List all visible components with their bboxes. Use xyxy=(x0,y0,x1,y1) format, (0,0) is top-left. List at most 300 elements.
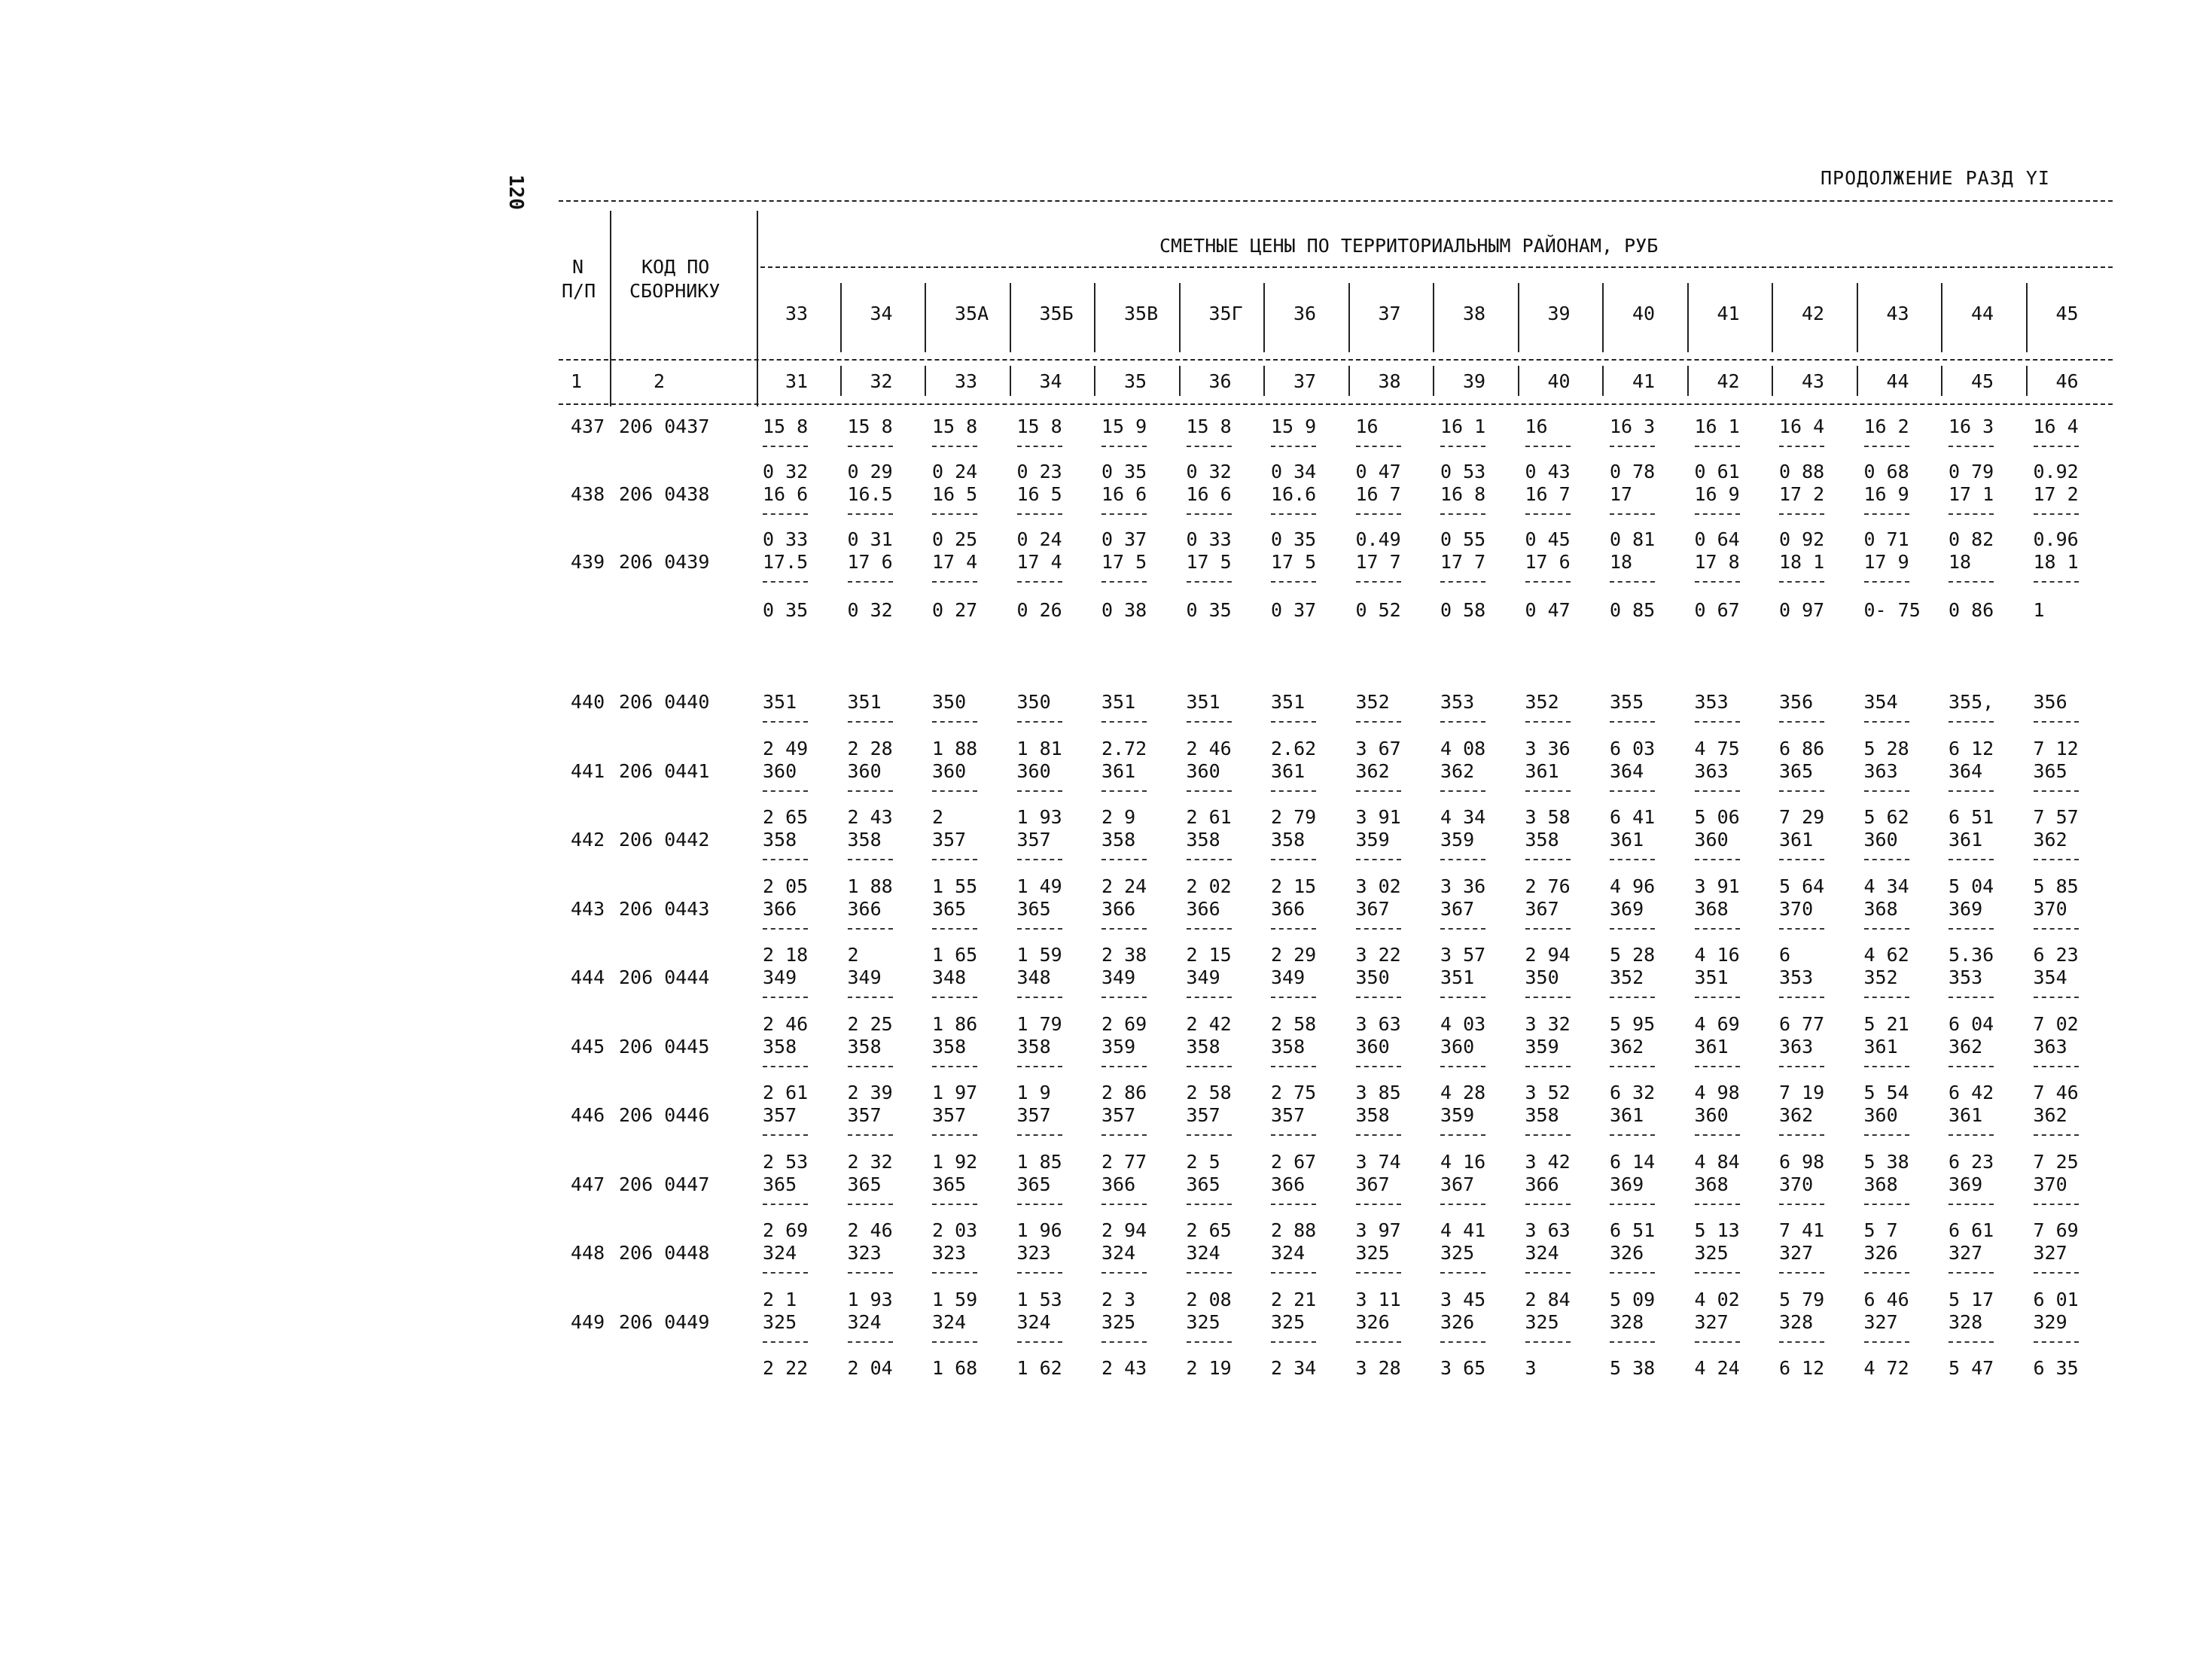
g2-cell-bottom: 6 23 xyxy=(1949,1150,1994,1173)
g1-cell-bottom: 0 35 xyxy=(1186,599,1232,621)
g2-cell-top: 360 xyxy=(1863,829,1898,851)
fraction-line xyxy=(1525,1341,1571,1343)
g2-cell-top: 328 xyxy=(1949,1310,1983,1333)
g2-cell-bottom: 1 79 xyxy=(1016,1012,1062,1035)
fraction-line xyxy=(1779,1066,1824,1067)
g2-cell-bottom: 3 65 xyxy=(1440,1357,1486,1379)
fraction-line xyxy=(1017,1272,1062,1274)
g2-cell-bottom: 5 04 xyxy=(1949,875,1994,897)
district-sep-6 xyxy=(1263,283,1265,352)
g1-cell-bottom: 0 88 xyxy=(1779,461,1825,482)
fraction-line xyxy=(1949,928,1994,930)
fraction-line xyxy=(848,997,893,998)
fraction-line xyxy=(1949,721,1994,723)
fraction-line xyxy=(1864,1066,1909,1067)
district-44: 44 xyxy=(1971,303,1994,324)
fraction-line xyxy=(1187,928,1232,930)
district-37: 37 xyxy=(1378,303,1401,324)
fraction-line xyxy=(1525,997,1571,998)
g2-cell-bottom: 6 98 xyxy=(1779,1150,1825,1173)
row-code: 206 0448 xyxy=(619,1242,710,1264)
district-sep-3 xyxy=(1010,283,1011,352)
g2-cell-bottom: 4 75 xyxy=(1694,737,1740,759)
fraction-line xyxy=(1949,997,1994,998)
g2-cell-top: 370 xyxy=(2033,1173,2067,1195)
g2-cell-top: 365 xyxy=(1016,897,1051,920)
g2-cell-bottom: 3 42 xyxy=(1525,1150,1571,1173)
g1-cell-top: 18 1 xyxy=(2033,551,2079,573)
fraction-line xyxy=(1695,790,1740,792)
g2-cell-bottom: 6 14 xyxy=(1610,1150,1656,1173)
g2-cell-top: 362 xyxy=(2033,829,2067,851)
fraction-line xyxy=(1610,1134,1655,1136)
fraction-line xyxy=(2034,581,2079,583)
g2-cell-top: 356 xyxy=(2033,691,2067,713)
fraction-line xyxy=(1101,1134,1147,1136)
g1-cell-bottom: 0 68 xyxy=(1863,461,1909,482)
g2-cell-bottom: 2 58 xyxy=(1271,1012,1317,1035)
fraction-line xyxy=(1440,1066,1485,1067)
g2-cell-bottom: 2 58 xyxy=(1186,1082,1232,1103)
g2-cell-top: 350 xyxy=(1525,966,1559,988)
fraction-line xyxy=(1101,446,1147,447)
g2-cell-top: 351 xyxy=(847,691,882,713)
g1-cell-bottom: 0 26 xyxy=(1016,599,1062,621)
g1-cell-bottom: 1 xyxy=(2033,599,2045,621)
continuation-title: ПРОДОЛЖЕНИЕ РАЗД YI xyxy=(1821,167,2050,189)
fraction-line xyxy=(932,721,977,723)
fraction-line xyxy=(1440,1204,1485,1205)
g2-cell-top: 357 xyxy=(763,1104,797,1126)
g2-cell-top: 352 xyxy=(1525,691,1559,713)
fraction-line xyxy=(763,1341,808,1343)
fraction-line xyxy=(1271,1341,1316,1343)
g2-cell-top: 354 xyxy=(1863,691,1898,713)
g2-cell-top: 363 xyxy=(1863,759,1898,782)
fraction-line xyxy=(1017,928,1062,930)
district-38: 38 xyxy=(1463,303,1486,324)
col-index-34: 34 xyxy=(1039,370,1062,392)
g2-cell-bottom: 6 41 xyxy=(1610,806,1656,828)
g2-cell-top: 361 xyxy=(1694,1035,1729,1058)
g2-cell-top: 325 xyxy=(1101,1310,1136,1333)
col-code-label-2: СБОРНИКУ xyxy=(629,280,721,302)
g2-cell-bottom: 6 32 xyxy=(1610,1082,1656,1103)
fraction-line xyxy=(848,1134,893,1136)
fraction-line xyxy=(1187,581,1232,583)
row-code: 206 0449 xyxy=(619,1310,710,1333)
g2-cell-top: 325 xyxy=(1525,1310,1559,1333)
g2-cell-top: 360 xyxy=(1440,1035,1475,1058)
g1-cell-bottom: 0 37 xyxy=(1271,599,1317,621)
g2-cell-bottom: 7 02 xyxy=(2033,1012,2079,1035)
fraction-line xyxy=(1187,513,1232,515)
g2-cell-bottom: 3 91 xyxy=(1694,875,1740,897)
g1-cell-top: 16.5 xyxy=(847,483,893,505)
g1-cell-bottom: 0.49 xyxy=(1355,528,1401,550)
fraction-line xyxy=(763,721,808,723)
fraction-line xyxy=(1440,928,1485,930)
g2-cell-bottom: 4 41 xyxy=(1440,1219,1486,1241)
fraction-line xyxy=(1949,1134,1994,1136)
g2-cell-bottom: 2 94 xyxy=(1525,944,1571,966)
index-sep-6 xyxy=(1263,366,1265,396)
row-code: 206 0443 xyxy=(619,897,710,920)
fraction-line xyxy=(1101,1066,1147,1067)
g2-cell-bottom: 2 43 xyxy=(847,806,893,828)
g2-cell-top: 351 xyxy=(763,691,797,713)
g2-cell-top: 361 xyxy=(1525,759,1559,782)
fraction-line xyxy=(1779,581,1824,583)
g2-cell-top: 361 xyxy=(1101,759,1136,782)
fraction-line xyxy=(1525,721,1571,723)
g2-cell-bottom: 6 12 xyxy=(1779,1357,1825,1379)
district-36: 36 xyxy=(1293,303,1317,324)
g1-cell-bottom: 0 45 xyxy=(1525,528,1571,550)
g2-cell-bottom: 3 52 xyxy=(1525,1082,1571,1103)
g2-cell-top: 350 xyxy=(1016,691,1051,713)
g2-cell-bottom: 3 xyxy=(1525,1357,1537,1379)
g2-cell-top: 349 xyxy=(847,966,882,988)
g2-cell-top: 364 xyxy=(1949,759,1983,782)
g2-cell-bottom: 5 47 xyxy=(1949,1357,1994,1379)
fraction-line xyxy=(1271,790,1316,792)
g2-cell-top: 355, xyxy=(1949,691,1994,713)
g2-cell-bottom: 2 53 xyxy=(763,1150,809,1173)
g1-cell-bottom: 0 35 xyxy=(763,599,809,621)
fraction-line xyxy=(2034,1341,2079,1343)
fraction-line xyxy=(1949,790,1994,792)
g2-cell-top: 363 xyxy=(2033,1035,2067,1058)
fraction-line xyxy=(1356,581,1401,583)
fraction-line xyxy=(1695,928,1740,930)
fraction-line xyxy=(932,1204,977,1205)
g2-cell-top: 362 xyxy=(1440,759,1475,782)
g1-cell-top: 16 5 xyxy=(932,483,978,505)
fraction-line xyxy=(1695,721,1740,723)
g2-cell-bottom: 2 28 xyxy=(847,737,893,759)
g1-cell-top: 17.5 xyxy=(763,551,809,573)
g2-cell-top: 327 xyxy=(1863,1310,1898,1333)
col-index-31: 31 xyxy=(785,370,809,392)
g2-cell-top: 329 xyxy=(2033,1310,2067,1333)
fraction-line xyxy=(1525,1204,1571,1205)
g2-cell-bottom: 4 24 xyxy=(1694,1357,1740,1379)
fraction-line xyxy=(1440,790,1485,792)
fraction-line xyxy=(932,513,977,515)
g2-cell-bottom: 2 9 xyxy=(1101,806,1136,828)
header-vline-1 xyxy=(757,211,758,406)
fraction-line xyxy=(1949,1204,1994,1205)
g1-cell-bottom: 0 35 xyxy=(1101,461,1147,482)
g2-cell-top: 325 xyxy=(1355,1242,1390,1264)
g2-cell-top: 324 xyxy=(932,1310,967,1333)
g1-cell-top: 15 8 xyxy=(763,415,809,437)
g2-cell-top: 361 xyxy=(1610,1104,1644,1126)
district-39: 39 xyxy=(1547,303,1571,324)
fraction-line xyxy=(1864,1204,1909,1205)
row-number: 444 xyxy=(571,966,605,988)
g2-cell-top: 351 xyxy=(1101,691,1136,713)
g2-cell-top: 357 xyxy=(1186,1104,1220,1126)
fraction-line xyxy=(1610,721,1655,723)
g2-cell-bottom: 1 88 xyxy=(847,875,893,897)
fraction-line xyxy=(2034,997,2079,998)
col-index-32: 32 xyxy=(870,370,893,392)
g2-cell-top: 365 xyxy=(932,897,967,920)
fraction-line xyxy=(1864,859,1909,860)
g1-cell-bottom: 0 97 xyxy=(1779,599,1825,621)
g2-cell-top: 326 xyxy=(1863,1242,1898,1264)
g2-cell-top: 348 xyxy=(1016,966,1051,988)
g2-cell-top: 323 xyxy=(1016,1242,1051,1264)
fraction-line xyxy=(1864,721,1909,723)
g1-cell-top: 16 6 xyxy=(763,483,809,505)
fraction-line xyxy=(848,581,893,583)
fraction-line xyxy=(1187,790,1232,792)
g2-cell-bottom: 4 62 xyxy=(1863,944,1909,966)
fraction-line xyxy=(932,997,977,998)
g2-cell-bottom: 2 39 xyxy=(847,1082,893,1103)
fraction-line xyxy=(1525,513,1571,515)
g2-cell-top: 326 xyxy=(1355,1310,1390,1333)
g2-cell-bottom: 2 88 xyxy=(1271,1219,1317,1241)
g2-cell-bottom: 6 23 xyxy=(2033,944,2079,966)
g1-cell-bottom: 0 61 xyxy=(1694,461,1740,482)
g2-cell-bottom: 1 9 xyxy=(1016,1082,1051,1103)
g2-cell-bottom: 4 16 xyxy=(1440,1150,1486,1173)
g2-cell-bottom: 5 62 xyxy=(1863,806,1909,828)
row-code: 206 0439 xyxy=(619,551,710,573)
g2-cell-top: 368 xyxy=(1694,1173,1729,1195)
g2-cell-bottom: 5 21 xyxy=(1863,1012,1909,1035)
g1-cell-top: 17 5 xyxy=(1101,551,1147,573)
fraction-line xyxy=(2034,513,2079,515)
fraction-line xyxy=(1695,1341,1740,1343)
index-sep-15 xyxy=(2026,366,2028,396)
g2-cell-bottom: 6 46 xyxy=(1863,1288,1909,1310)
g2-cell-top: 351 xyxy=(1440,966,1475,988)
g2-cell-top: 353 xyxy=(1440,691,1475,713)
g2-cell-bottom: 2 42 xyxy=(1186,1012,1232,1035)
g2-cell-bottom: 2 61 xyxy=(763,1082,809,1103)
fraction-line xyxy=(1017,790,1062,792)
g2-cell-top: 359 xyxy=(1101,1035,1136,1058)
fraction-line xyxy=(1610,1341,1655,1343)
fraction-line xyxy=(1271,581,1316,583)
g2-cell-bottom: 3 63 xyxy=(1525,1219,1571,1241)
district-34: 34 xyxy=(870,303,893,324)
fraction-line xyxy=(763,1204,808,1205)
g1-cell-top: 16 1 xyxy=(1440,415,1486,437)
g2-cell-bottom: 2 43 xyxy=(1101,1357,1147,1379)
g1-cell-top: 17 9 xyxy=(1863,551,1909,573)
g1-cell-top: 16 4 xyxy=(1779,415,1825,437)
g2-cell-top: 361 xyxy=(1949,1104,1983,1126)
fraction-line xyxy=(2034,446,2079,447)
g1-cell-bottom: 0 47 xyxy=(1525,599,1571,621)
col-code-label: КОД ПО xyxy=(641,256,710,278)
g2-cell-bottom: 5 54 xyxy=(1863,1082,1909,1103)
g2-cell-bottom: 4 34 xyxy=(1863,875,1909,897)
fraction-line xyxy=(1187,859,1232,860)
fraction-line xyxy=(1101,721,1147,723)
g1-cell-bottom: 0 71 xyxy=(1863,528,1909,550)
fraction-line xyxy=(763,1272,808,1274)
g2-cell-top: 352 xyxy=(1610,966,1644,988)
fraction-line xyxy=(1271,513,1316,515)
fraction-line xyxy=(848,928,893,930)
g2-cell-top: 365 xyxy=(763,1173,797,1195)
fraction-line xyxy=(1864,997,1909,998)
g2-cell-bottom: 4 08 xyxy=(1440,737,1486,759)
fraction-line xyxy=(1525,928,1571,930)
g2-cell-top: 353 xyxy=(1949,966,1983,988)
g2-cell-top: 358 xyxy=(1525,1104,1559,1126)
g2-cell-top: 359 xyxy=(1525,1035,1559,1058)
g1-cell-bottom: 0 78 xyxy=(1610,461,1656,482)
fraction-line xyxy=(932,581,977,583)
fraction-line xyxy=(1271,997,1316,998)
g2-cell-bottom: 2 49 xyxy=(763,737,809,759)
row-code: 206 0442 xyxy=(619,829,710,851)
g2-cell-bottom: 6 51 xyxy=(1949,806,1994,828)
g2-cell-top: 370 xyxy=(1779,1173,1814,1195)
district-sep-5 xyxy=(1179,283,1181,352)
g2-cell-bottom: 5 85 xyxy=(2033,875,2079,897)
fraction-line xyxy=(848,721,893,723)
g2-cell-bottom: 1 59 xyxy=(932,1288,978,1310)
g2-cell-top: 362 xyxy=(1779,1104,1814,1126)
g2-cell-top: 357 xyxy=(1016,1104,1051,1126)
g2-cell-top: 358 xyxy=(847,829,882,851)
g2-cell-top: 324 xyxy=(847,1310,882,1333)
fraction-line xyxy=(1695,446,1740,447)
fraction-line xyxy=(1525,859,1571,860)
fraction-line xyxy=(1610,859,1655,860)
fraction-line xyxy=(1610,446,1655,447)
fraction-line xyxy=(1440,1272,1485,1274)
g2-cell-top: 324 xyxy=(1186,1242,1220,1264)
g2-cell-top: 370 xyxy=(1779,897,1814,920)
fraction-line xyxy=(1101,513,1147,515)
district-33: 33 xyxy=(785,303,809,324)
g1-cell-top: 17 5 xyxy=(1271,551,1317,573)
fraction-line xyxy=(1779,513,1824,515)
g2-cell-bottom: 3 36 xyxy=(1440,875,1486,897)
g2-cell-bottom: 2 29 xyxy=(1271,944,1317,966)
g2-cell-top: 326 xyxy=(1440,1310,1475,1333)
fraction-line xyxy=(1779,997,1824,998)
g2-cell-top: 360 xyxy=(1694,829,1729,851)
g1-cell-bottom: 0 32 xyxy=(847,599,893,621)
g2-cell-top: 323 xyxy=(932,1242,967,1264)
g2-cell-top: 365 xyxy=(932,1173,967,1195)
g1-cell-bottom: 0 47 xyxy=(1355,461,1401,482)
g2-cell-bottom: 6 12 xyxy=(1949,737,1994,759)
g2-cell-bottom: 2 75 xyxy=(1271,1082,1317,1103)
g2-cell-top: 324 xyxy=(1525,1242,1559,1264)
row-number: 437 xyxy=(571,415,605,437)
fraction-line xyxy=(1525,446,1571,447)
index-sep-12 xyxy=(1772,366,1773,396)
g2-cell-top: 358 xyxy=(1186,1035,1220,1058)
row-code: 206 0438 xyxy=(619,483,710,505)
g2-cell-bottom: 7 57 xyxy=(2033,806,2079,828)
fraction-line xyxy=(848,1066,893,1067)
g2-cell-bottom: 2 02 xyxy=(1186,875,1232,897)
fraction-line xyxy=(1440,446,1485,447)
g1-cell-bottom: 0 37 xyxy=(1101,528,1147,550)
index-sep-11 xyxy=(1687,366,1689,396)
g2-cell-top: 367 xyxy=(1440,1173,1475,1195)
g1-cell-top: 16 7 xyxy=(1525,483,1571,505)
g2-cell-top: 367 xyxy=(1355,897,1390,920)
g2-cell-top: 328 xyxy=(1779,1310,1814,1333)
fraction-line xyxy=(1525,581,1571,583)
g2-cell-bottom: 6 01 xyxy=(2033,1288,2079,1310)
g2-cell-bottom: 2 22 xyxy=(763,1357,809,1379)
g2-cell-top: 368 xyxy=(1863,897,1898,920)
g2-cell-bottom: 3 45 xyxy=(1440,1288,1486,1310)
fraction-line xyxy=(1356,1066,1401,1067)
fraction-line xyxy=(1525,790,1571,792)
g1-cell-bottom: 0 53 xyxy=(1440,461,1486,482)
g1-cell-top: 16 xyxy=(1525,415,1548,437)
g2-cell-top: 358 xyxy=(1271,1035,1306,1058)
g1-cell-bottom: 0 25 xyxy=(932,528,978,550)
g1-cell-top: 16 1 xyxy=(1694,415,1740,437)
fraction-line xyxy=(1187,1134,1232,1136)
fraction-line xyxy=(1356,859,1401,860)
g2-cell-bottom: 2 76 xyxy=(1525,875,1571,897)
index-sep-2 xyxy=(925,366,926,396)
g2-cell-top: 350 xyxy=(1355,966,1390,988)
g1-cell-bottom: 0 24 xyxy=(1016,528,1062,550)
g2-cell-bottom: 1 86 xyxy=(932,1012,978,1035)
fraction-line xyxy=(1610,513,1655,515)
row-number: 439 xyxy=(571,551,605,573)
g1-cell-top: 16 xyxy=(1355,415,1379,437)
g2-cell-bottom: 5 28 xyxy=(1610,944,1656,966)
g2-cell-top: 328 xyxy=(1610,1310,1644,1333)
g2-cell-bottom: 1 59 xyxy=(1016,944,1062,966)
g2-cell-top: 369 xyxy=(1610,1173,1644,1195)
g1-cell-bottom: 0 27 xyxy=(932,599,978,621)
g2-cell-bottom: 5 64 xyxy=(1779,875,1825,897)
fraction-line xyxy=(1101,790,1147,792)
g2-cell-bottom: 2 65 xyxy=(1186,1219,1232,1241)
g2-cell-top: 358 xyxy=(763,1035,797,1058)
g1-cell-top: 16 8 xyxy=(1440,483,1486,505)
district-35В: 35В xyxy=(1124,303,1159,324)
col-index-46: 46 xyxy=(2055,370,2079,392)
fraction-line xyxy=(1949,446,1994,447)
g2-cell-top: 361 xyxy=(1779,829,1814,851)
g2-cell-top: 360 xyxy=(1016,759,1051,782)
fraction-line xyxy=(1440,997,1485,998)
district-sep-10 xyxy=(1602,283,1604,352)
g2-cell-top: 370 xyxy=(2033,897,2067,920)
g2-cell-top: 367 xyxy=(1525,897,1559,920)
g2-cell-bottom: 4 84 xyxy=(1694,1150,1740,1173)
g2-cell-bottom: 7 69 xyxy=(2033,1219,2079,1241)
fraction-line xyxy=(1356,721,1401,723)
g2-cell-bottom: 2 03 xyxy=(932,1219,978,1241)
g2-cell-top: 358 xyxy=(847,1035,882,1058)
g2-cell-bottom: 1 93 xyxy=(1016,806,1062,828)
fraction-line xyxy=(2034,1066,2079,1067)
